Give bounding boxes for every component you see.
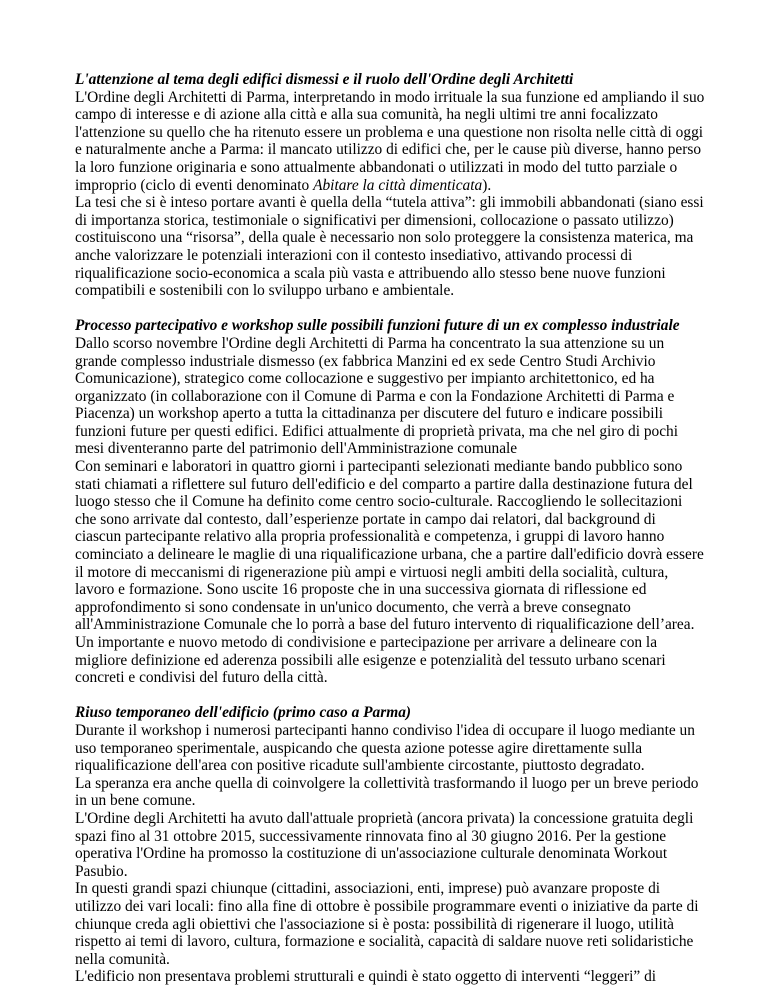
paragraph: L'Ordine degli Architetti ha avuto dall'attuale proprietà (ancora privata) la concessione gratuita degli spazi fino al 31 ottobre 2015, successivamente rinnovata fino al 30 giugno 2016. Per la gestione operativa l'Ordine ha promosso la costituzione di un'associazione culturale denominata Workout Pasubio. bbox=[75, 809, 694, 880]
paragraph: La tesi che si è inteso portare avanti è quella della “tutela attiva”: gli immobili abbandonati (siano essi di importanza storica, testimoniale o significativi per dimensioni, collocazione o passato utilizzo) costituiscono una “risorsa”, della quale è necessario non solo proteggere la consistenza materica, ma anche valorizzare le potenziali interazioni con il contesto insediativo, attivando processi di riqualificazione socio-economica a scala più vasta e attribuendo allo stesso bene nuove funzioni compatibili e sostenibili con lo sviluppo urbano e ambientale. bbox=[75, 194, 704, 300]
paragraph: In questi grandi spazi chiunque (cittadini, associazioni, enti, imprese) può avanzare proposte di utilizzo dei vari locali: fino alla fine di ottobre è possibile programmare eventi o iniziative da parte di chiunque creda agli obiettivi che l'associazione si è posta: possibilità di rigenerare il luogo, utilità rispetto ai temi di lavoro, cultura, formazione e socialità, capacità di saldare nuove reti solidaristiche nella comunità. bbox=[75, 880, 699, 968]
section-2 bbox=[75, 317, 705, 686]
section-1 bbox=[75, 71, 705, 300]
paragraph: Durante il workshop i numerosi partecipanti hanno condiviso l'idea di occupare il luogo mediante un uso temporaneo sperimentale, auspicando che questa azione potesse agire direttamente sulla riqualificazione dell'area con positive ricadute sull'ambiente circostante, piuttosto degradato. bbox=[75, 721, 695, 775]
paragraph: L'edificio non presentava problemi strutturali e quindi è stato oggetto di interventi “leggeri” di bbox=[75, 968, 657, 986]
document-page bbox=[75, 71, 705, 1003]
paragraph-text-end: ). bbox=[482, 176, 492, 194]
section-heading: Riuso temporaneo dell'edificio (primo caso a Parma) bbox=[75, 704, 412, 722]
paragraph-italic-text: Abitare la città dimenticata bbox=[313, 176, 483, 194]
section-heading: Processo partecipativo e workshop sulle possibili funzioni future di un ex complesso industriale bbox=[75, 317, 680, 335]
paragraph bbox=[75, 89, 705, 195]
section-3 bbox=[75, 704, 705, 986]
paragraph: Dallo scorso novembre l'Ordine degli Architetti di Parma ha concentrato la sua attenzione su un grande complesso industriale dismesso (ex fabbrica Manzini ed ex sede Centro Studi Archivio Comunicazione), strategico come collocazione e suggestivo per impianto architettonico, ed ha organizzato (in collaborazione con il Comune di Parma e con la Fondazione Architetti di Parma e Piacenza) un workshop aperto a tutta la cittadinanza per discutere del futuro e indicare possibili funzioni future per questi edifici. Edifici attualmente di proprietà privata, ma che nel giro di pochi mesi diventeranno parte del patrimonio dell'Amministrazione comunale bbox=[75, 334, 679, 458]
paragraph-text: L'Ordine degli Architetti di Parma, interpretando in modo irrituale la sua funzione ed ampliando il suo campo di interesse e di azione alla città e alla sua comunità, ha negli ultimi tre anni focalizzato l'attenzione su quello che ha ritenuto essere un problema e una questione non risolta nelle città di oggi e naturalmente anche a Parma: il mancato utilizzo di edifici che, per le cause più diverse, hanno perso la loro funzione originaria e sono attualmente abbandonati o utilizzati in modo del tutto parziale o improprio (ciclo di eventi denominato bbox=[75, 88, 705, 194]
paragraph: Con seminari e laboratori in quattro giorni i partecipanti selezionati mediante bando pubblico sono stati chiamati a riflettere sul futuro dell'edificio e del comparto a partire dalla destinazione futura del luogo stesso che il Comune ha definito come centro socio-culturale. Raccogliendo le sollecitazioni che sono arrivate dal contesto, dall’esperienze portate in campo dai relatori, dal background di ciascun partecipante relativo alla propria professionalità e competenza, i gruppi di lavoro hanno cominciato a delineare le maglie di una riqualificazione urbana, che a partire dall'edificio dovrà essere il motore di meccanismi di rigenerazione più ampi e virtuosi negli ambiti della socialità, cultura, lavoro e formazione. Sono uscite 16 proposte che in una successiva giornata di riflessione ed approfondimento si sono condensate in un'unico documento, che verrà a breve consegnato all'Amministrazione Comunale che lo porrà a base del futuro intervento di riqualificazione dell’area. Un importante e nuovo metodo di condivisione e partecipazione per arrivare a delineare con la migliore definizione ed aderenza possibili alle esigenze e potenzialità del tessuto urbano scenari concreti e condivisi del futuro della città. bbox=[75, 458, 704, 687]
paragraph: La speranza era anche quella di coinvolgere la collettività trasformando il luogo per un breve periodo in un bene comune. bbox=[75, 774, 699, 810]
section-heading: L'attenzione al tema degli edifici dismessi e il ruolo dell'Ordine degli Architetti bbox=[75, 71, 574, 88]
